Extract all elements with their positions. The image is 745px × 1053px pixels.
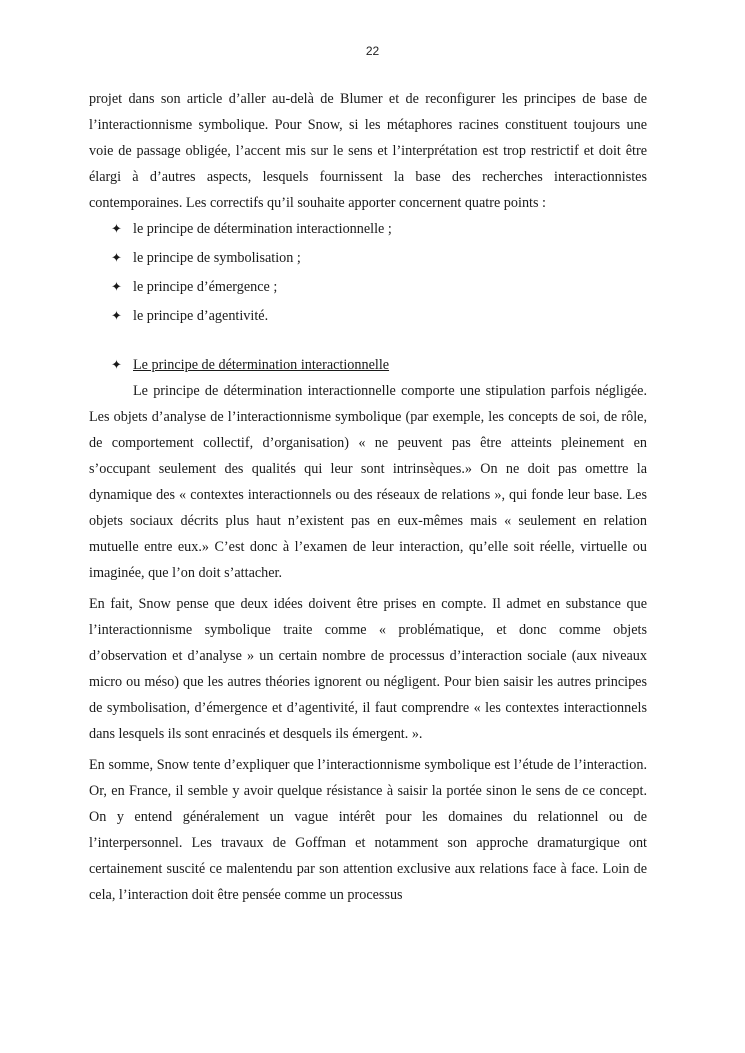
list-item — [111, 216, 647, 245]
star-bullet-icon: ✦ — [111, 250, 122, 265]
section-heading-text: Le principe de détermination interactionnelle — [133, 357, 390, 373]
paragraph-intro: projet dans son article d’aller au-delà de Blumer et de reconfigurer les principes de base de l’interactionnisme symbolique. Pour Snow, si les métaphores racines constituent toujours une voie de passage obligée, l’accent mis sur le sens et l’interprétation est trop restrictif et doit être élargi à d’autres aspects, lesquels fournissent la base des recherches interactionnistes contemporaines. Les correctifs qu’il souhaite apporter concernent quatre points : — [89, 91, 647, 211]
list-item — [111, 245, 647, 274]
list-item-text: le principe d’émergence ; — [133, 279, 278, 295]
star-bullet-icon: ✦ — [111, 221, 122, 236]
star-bullet-icon: ✦ — [111, 357, 122, 372]
points-list — [89, 216, 647, 332]
list-item-text: le principe d’agentivité. — [133, 308, 269, 324]
section-heading — [89, 352, 647, 378]
paragraph-2: En fait, Snow pense que deux idées doivent être prises en compte. Il admet en substance que l’interactionnisme symbolique traite comme « problématique, et donc comme objets d’observation et d’analyse » un certain nombre de processus d’interaction sociale (aux niveaux micro ou méso) que les autres théories ignorent ou négligent. Pour bien saisir les autres principes de symbolisation, d’émergence et d’agentivité, il faut comprendre « les contextes interactionnels dans lesquels ils sont enracinés et desquels ils émergent. ». — [89, 596, 647, 742]
list-item-text: le principe de détermination interactionnelle ; — [133, 221, 392, 237]
paragraph-3: En somme, Snow tente d’expliquer que l’interactionnisme symbolique est l’étude de l’interaction. Or, en France, il semble y avoir quelque résistance à saisir la portée sinon le sens de ce concept. On y entend généralement un vague intérêt pour les domaines du relationnel ou de l’interpersonnel. Les travaux de Goffman et notamment son approche dramaturgique ont certainement suscité ce malentendu par son attention exclusive aux relations face à face. Loin de cela, l’interaction doit être pensée comme un processus — [89, 757, 647, 903]
star-bullet-icon: ✦ — [111, 308, 122, 323]
page-body — [89, 86, 647, 908]
page-number: 22 — [365, 44, 380, 58]
list-item-text: le principe de symbolisation ; — [133, 250, 301, 266]
paragraph-1: Le principe de détermination interactionnelle comporte une stipulation parfois négligée. Les objets d’analyse de l’interactionnisme symbolique (par exemple, les concepts de soi, de rôle, de comportement collectif, d’organisation) « ne peuvent pas être atteints pleinement en s’occupant seulement des qualités qui leur sont intrinsèques.» On ne doit pas omettre la dynamique des « contextes interactionnels ou des réseaux de relations », qui fonde leur base. Les objets sociaux décrits plus haut n’existent pas en eux-mêmes mais « seulement en relation mutuelle entre eux.» C’est donc à l’examen de leur interaction, qu’elle soit réelle, virtuelle ou imaginée, que l’on doit s’attacher. — [89, 383, 647, 581]
list-item — [111, 274, 647, 303]
star-bullet-icon: ✦ — [111, 279, 122, 294]
list-item — [111, 303, 647, 332]
